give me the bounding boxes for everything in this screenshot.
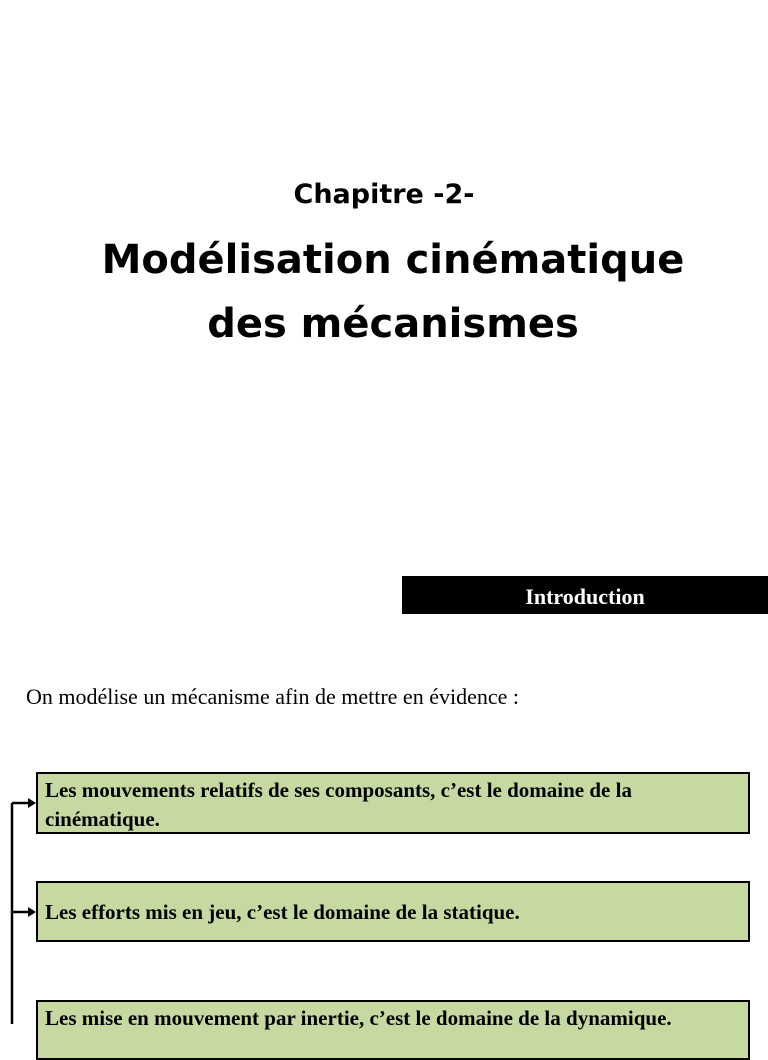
- list-item-statics: Les efforts mis en jeu, c’est le domaine de la statique.: [36, 881, 750, 942]
- intro-text: On modélise un mécanisme afin de mettre en évidence :: [26, 684, 519, 709]
- chapter-title-line-1: Modélisation cinématique: [101, 237, 685, 283]
- list-item-kinematics: Les mouvements relatifs de ses composants, c’est le domaine de la cinématique.: [36, 772, 750, 834]
- list-item-dynamics: Les mise en mouvement par inertie, c’est le domaine de la dynamique.: [36, 1000, 750, 1060]
- chapter-number: Chapitre -2-: [293, 179, 475, 210]
- section-header: Introduction: [402, 576, 768, 614]
- chapter-title-line-2: des mécanismes: [207, 301, 579, 347]
